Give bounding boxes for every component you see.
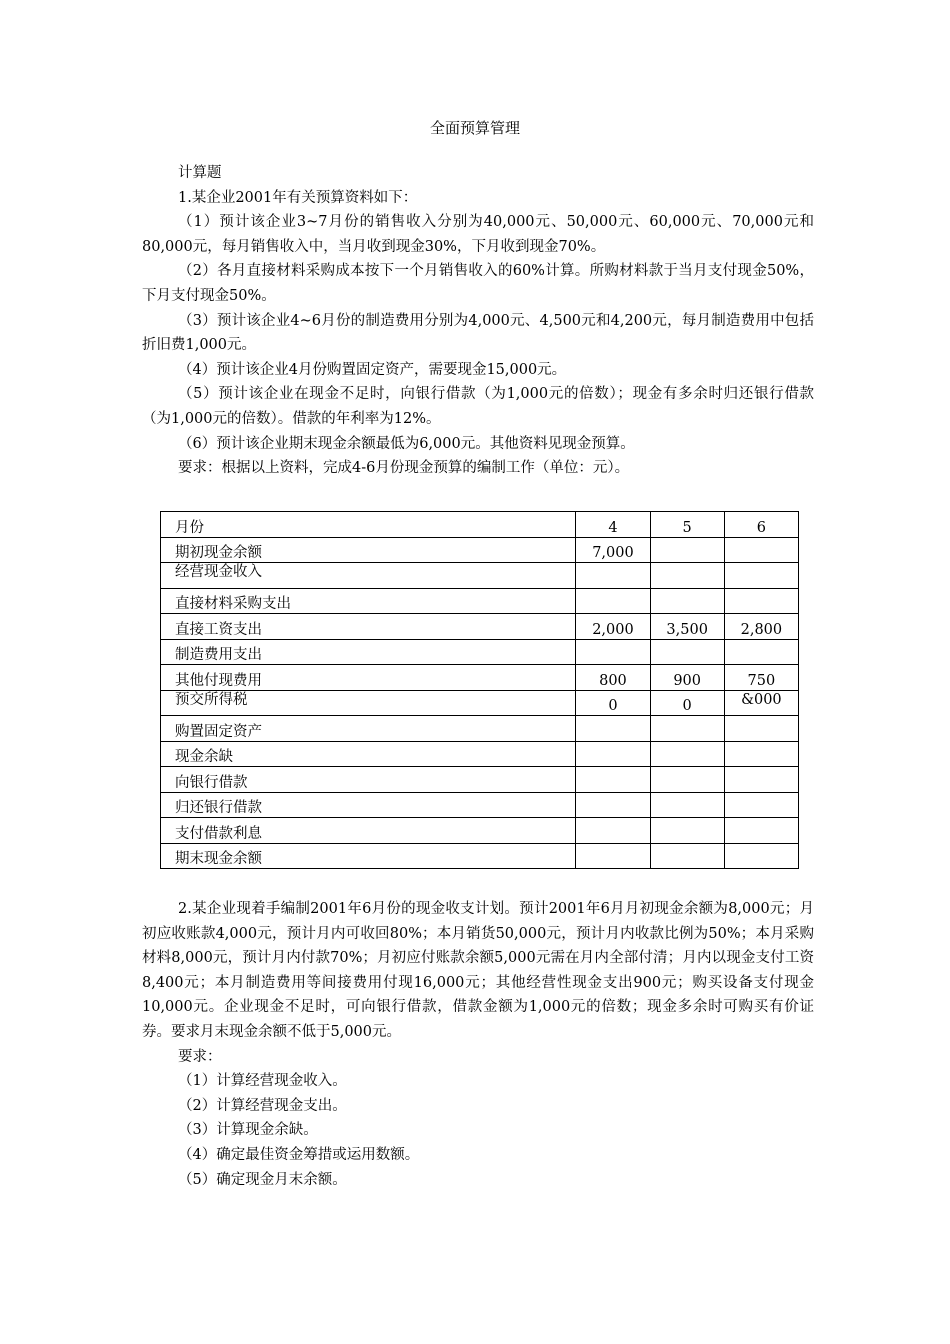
cell-month-4 <box>576 767 650 793</box>
table-row <box>161 767 799 793</box>
cell-month-6 <box>724 741 798 767</box>
cell-month-6 <box>724 639 798 665</box>
cell-month-4 <box>576 818 650 844</box>
q2-text: 2.某企业现着手编制2001年6月份的现金收支计划。预计2001年6月月初现金余额为8,000元；月初应收账款4,000元，预计月内可收回80%；本月销货50,000元，预计月内收款比例为50%；本月采购材料8,000元，预计月内付款70%；月初应付账款余额5,000元需在月内全部付清；月内以现金支付工资8,400元；本月制造费用等间接费用付现16,000元；其他经营性现金支出900元；购买设备支付现金10,000元。企业现金不足时，可向银行借款，借款金额为1,000元的倍数；现金多余时可购买有价证券。要求月末现金余额不低于5,000元。 <box>142 901 814 1040</box>
row-label: 支付借款利息 <box>161 818 576 844</box>
cell-month-5 <box>650 563 724 589</box>
q2-requirement-5: （5）确定现金月末余额。 <box>178 1171 347 1188</box>
cell-month-6 <box>724 843 798 869</box>
cell-month-5: 900 <box>650 665 724 691</box>
cell-month-4 <box>576 639 650 665</box>
row-label: 直接材料采购支出 <box>161 588 576 614</box>
cell-month-4 <box>576 716 650 742</box>
cell-month-4: 0 <box>576 690 650 716</box>
header-month-4: 4 <box>576 512 650 538</box>
cell-month-5 <box>650 767 724 793</box>
table-row <box>161 741 799 767</box>
q1-item-1: （1）预计该企业3~7月份的销售收入分别为40,000元、50,000元、60,000元、70,000元和80,000元，每月销售收入中，当月收到现金30%，下月收到现金70%。 <box>142 214 814 255</box>
header-month-6: 6 <box>724 512 798 538</box>
table-row <box>161 716 799 742</box>
cell-month-4: 7,000 <box>576 537 650 563</box>
cell-month-6 <box>724 563 798 589</box>
table-row <box>161 690 799 716</box>
section-heading: 计算题 <box>178 165 222 181</box>
row-label: 购置固定资产 <box>161 716 576 742</box>
question-2-block <box>142 897 814 1192</box>
cell-month-5 <box>650 716 724 742</box>
header-month-5: 5 <box>650 512 724 538</box>
row-label: 归还银行借款 <box>161 792 576 818</box>
table-row <box>161 588 799 614</box>
q2-requirement-label: 要求： <box>178 1048 222 1065</box>
q1-intro: 1.某企业2001年有关预算资料如下： <box>178 189 418 206</box>
q2-requirement-2: （2）计算经营现金支出。 <box>178 1097 347 1114</box>
cell-month-5 <box>650 588 724 614</box>
row-label: 期初现金余额 <box>161 537 576 563</box>
cell-month-6 <box>724 818 798 844</box>
table-row <box>161 563 799 589</box>
cell-month-5 <box>650 843 724 869</box>
cell-month-5 <box>650 537 724 563</box>
cell-month-4 <box>576 843 650 869</box>
q2-requirement-4: （4）确定最佳资金筹措或运用数额。 <box>178 1146 420 1163</box>
cell-month-5 <box>650 639 724 665</box>
q2-requirement-1: （1）计算经营现金收入。 <box>178 1073 347 1090</box>
cell-month-5 <box>650 818 724 844</box>
question-1-block <box>142 161 814 481</box>
cell-month-6: &000 <box>724 690 798 716</box>
table-row <box>161 639 799 665</box>
cell-month-5: 0 <box>650 690 724 716</box>
table-header-row <box>161 512 799 538</box>
cell-month-4: 2,000 <box>576 614 650 640</box>
cell-month-4 <box>576 588 650 614</box>
row-label: 期末现金余额 <box>161 843 576 869</box>
cell-month-4 <box>576 563 650 589</box>
cell-month-4: 800 <box>576 665 650 691</box>
row-label: 预交所得税 <box>161 690 576 716</box>
header-month: 月份 <box>161 512 576 538</box>
cell-month-4 <box>576 741 650 767</box>
document-title: 全面预算管理 <box>429 119 520 137</box>
cell-month-5 <box>650 741 724 767</box>
q1-item-6: （6）预计该企业期末现金余额最低为6,000元。其他资料见现金预算。 <box>178 435 635 452</box>
row-label: 直接工资支出 <box>161 614 576 640</box>
cell-month-6 <box>724 588 798 614</box>
table-row <box>161 843 799 869</box>
q1-item-5: （5）预计该企业在现金不足时，向银行借款（为1,000元的倍数）；现金有多余时归还银行借款（为1,000元的倍数）。借款的年利率为12%。 <box>142 386 814 427</box>
cell-month-6: 750 <box>724 665 798 691</box>
row-label: 其他付现费用 <box>161 665 576 691</box>
cell-month-5 <box>650 792 724 818</box>
cell-month-6 <box>724 716 798 742</box>
row-label: 经营现金收入 <box>161 563 576 589</box>
cell-month-6 <box>724 767 798 793</box>
row-label: 制造费用支出 <box>161 639 576 665</box>
cell-month-6: 2,800 <box>724 614 798 640</box>
table-row <box>161 537 799 563</box>
row-label: 向银行借款 <box>161 767 576 793</box>
table-row <box>161 792 799 818</box>
cell-month-6 <box>724 792 798 818</box>
q1-item-2: （2）各月直接材料采购成本按下一个月销售收入的60%计算。所购材料款于当月支付现金50%，下月支付现金50%。 <box>142 263 814 304</box>
q1-requirement: 要求：根据以上资料，完成4-6月份现金预算的编制工作（单位：元）。 <box>178 460 630 477</box>
cash-budget-table <box>160 511 799 869</box>
q2-requirement-3: （3）计算现金余缺。 <box>178 1122 318 1139</box>
table-row <box>161 818 799 844</box>
table-row <box>161 665 799 691</box>
table-row <box>161 614 799 640</box>
cell-month-5: 3,500 <box>650 614 724 640</box>
cell-month-6 <box>724 537 798 563</box>
q1-item-4: （4）预计该企业4月份购置固定资产，需要现金15,000元。 <box>178 361 567 378</box>
q1-item-3: （3）预计该企业4~6月份的制造费用分别为4,000元、4,500元和4,200元，每月制造费用中包括折旧费1,000元。 <box>142 312 814 354</box>
cell-month-4 <box>576 792 650 818</box>
row-label: 现金余缺 <box>161 741 576 767</box>
